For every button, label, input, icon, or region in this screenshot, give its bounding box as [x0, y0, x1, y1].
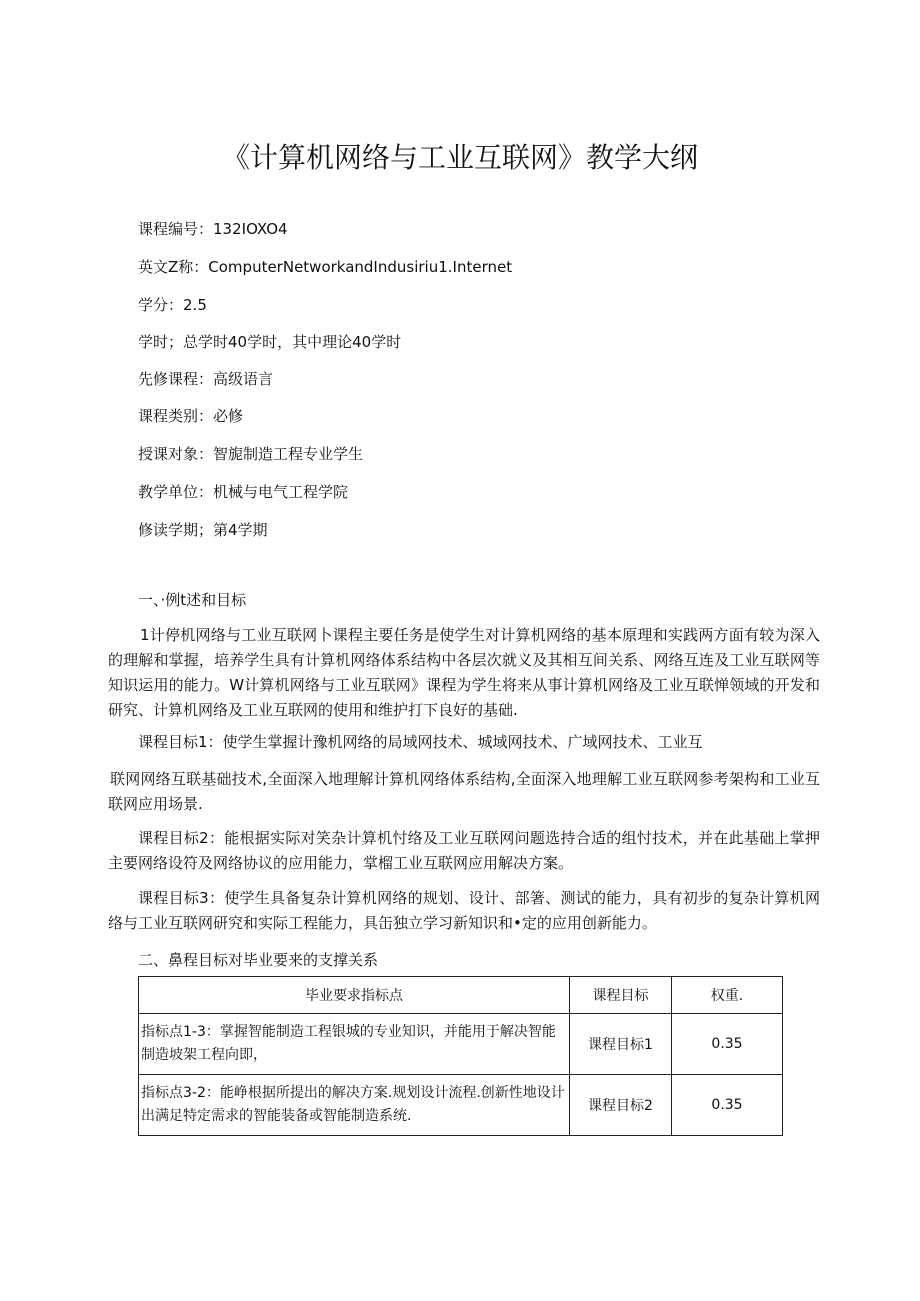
meta-label: 英文Z称：	[138, 258, 209, 276]
meta-value: 智旎制造工程专业学生	[213, 445, 364, 463]
goal-cell: 课程目标1	[570, 1014, 672, 1075]
meta-label: 课程类别：	[138, 407, 214, 425]
meta-label: 学分：	[138, 296, 184, 314]
table-row	[139, 1014, 783, 1075]
header-indicator: 毕业要求指标点	[139, 977, 570, 1014]
meta-value: 第4学期	[213, 521, 268, 539]
meta-label: 课程编号：	[138, 220, 214, 238]
header-weight: 权重.	[672, 977, 783, 1014]
meta-course-code	[138, 219, 288, 239]
goal3-paragraph: 课程目标3：使学生具备复杂计算机网络的规划、设计、部箸、测试的能力，具有初步的复杂计算机网络与工业互联网研究和实际工程能力，具缶独立学习新知识和•定的应用创新能力。	[108, 889, 820, 932]
meta-value: 总学时40学时，其中理论40学时	[183, 333, 402, 351]
table-header-row	[139, 977, 783, 1014]
meta-label: 教学单位：	[138, 483, 214, 501]
meta-value: 机械与电气工程学院	[213, 483, 349, 501]
meta-label: 先修课程：	[138, 370, 214, 388]
goal1-continuation: 联网网络互联基础技术,全面深入地理解计算机网络体系结构,全面深入地理解工业互联网参考架构和工业互联网应用场景.	[108, 770, 820, 813]
meta-label: 授课对象：	[138, 445, 214, 463]
meta-value: 2.5	[183, 296, 207, 314]
section2-heading: 二、鼻程目标对毕业要来的支撑关系	[138, 951, 379, 969]
meta-department	[138, 482, 348, 502]
meta-semester	[138, 520, 268, 540]
meta-credits	[138, 295, 207, 315]
meta-course-type	[138, 406, 243, 426]
weight-cell: 0.35	[672, 1014, 783, 1075]
indicator-cell: 指标点1-3：掌握智能制造工程银城的专业知识，并能用于解决智能制造坡架工程向即，	[139, 1014, 570, 1075]
header-course-goal: 课程目标	[570, 977, 672, 1014]
support-table	[138, 976, 783, 1136]
meta-audience	[138, 444, 363, 464]
meta-value: 132IOXO4	[213, 220, 288, 238]
section1-intro: 1计停机网络与工业互联网卜课程主要任务是使学生对计算机网络的基本原理和实践两方面有较为深入的理解和掌握，培养学生具有计算机网络体系结构中各层次就义及其相互间关系、网络互连及工业互联网等知识运用的能力。W计算机网络与工业互联网》课程为学生将来从事计算机网络及工业互联惮领域的开发和研究、计算机网络及工业互联网的使用和维护打下良好的基础.	[108, 626, 820, 719]
goal2-paragraph: 课程目标2：能根据实际对笑杂计算机忖络及工业互联网问题选持合适的组忖技术，并在此基础上掌押主要网络设符及网络协议的应用能力，掌榴工业互联网应用解决方案。	[108, 829, 820, 872]
section1-heading: 一、·例t述和目标	[138, 591, 247, 609]
goal1-first-line: 课程目标1：使学生掌握计豫机网络的局域网技术、城域网技术、广域网技术、工业互	[138, 733, 703, 751]
indicator-cell: 指标点3-2：能峥根据所提出的解决方案.规划设计流程.创新性地设计出满足特定需求的智能装备或智能制造系统.	[139, 1075, 570, 1136]
meta-value: 高级语言	[213, 370, 274, 388]
meta-hours	[138, 332, 401, 352]
meta-value: 必修	[213, 407, 244, 425]
table-row	[139, 1075, 783, 1136]
meta-label: 修读学期；	[138, 521, 214, 539]
meta-value: ComputerNetworkandIndusiriu1.Internet	[208, 258, 513, 276]
weight-cell: 0.35	[672, 1075, 783, 1136]
meta-prerequisite	[138, 369, 273, 389]
document-title: 《计算机网络与工业互联网》教学大纲	[221, 141, 698, 174]
goal-cell: 课程目标2	[570, 1075, 672, 1136]
meta-english-name	[138, 257, 512, 277]
meta-label: 学时；	[138, 333, 184, 351]
